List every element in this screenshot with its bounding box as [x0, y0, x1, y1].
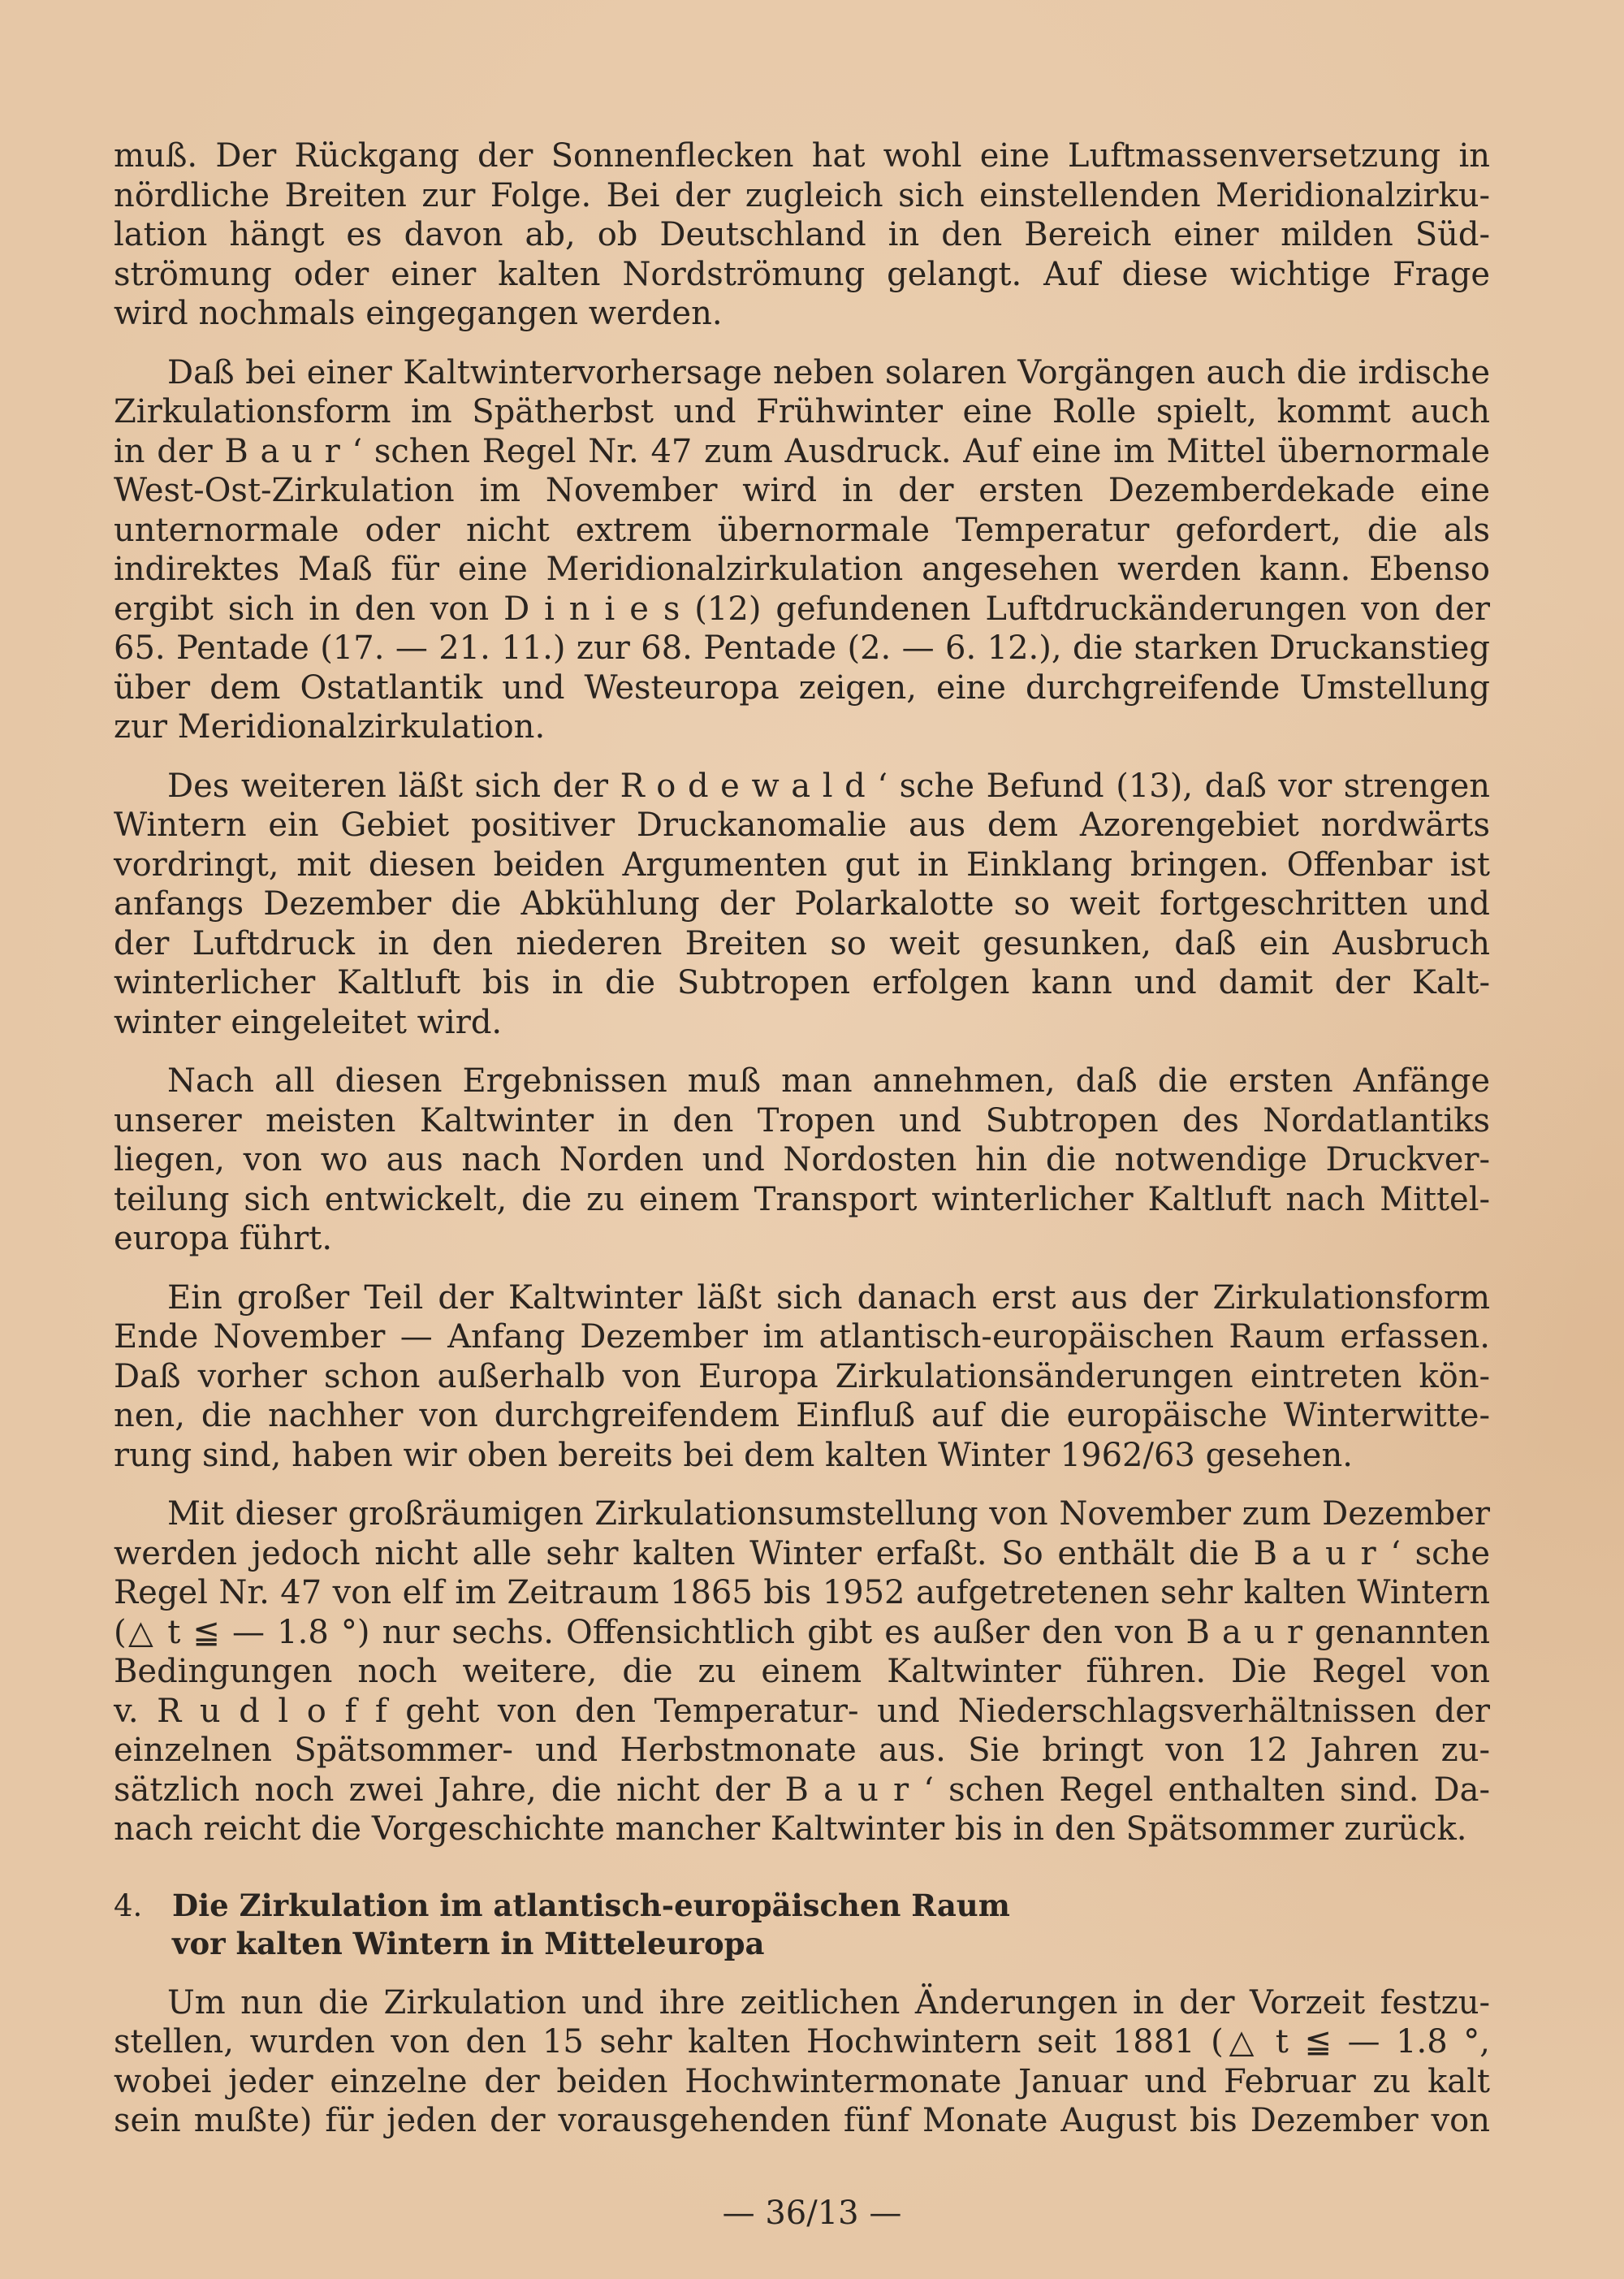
text-line: winterlicher Kaltluft bis in die Subtropen erfolgen kann und damit der Kalt- — [114, 964, 1490, 1001]
text-line: Zirkulationsform im Spätherbst und Frühwinter eine Rolle spielt, kommt auch — [114, 393, 1490, 430]
text-line: stellen, wurden von den 15 sehr kalten Hochwintern seit 1881 (△ t ≦ — 1.8 °, — [114, 2023, 1490, 2061]
text-line: sätzlich noch zwei Jahre, die nicht der B a u r ‘ schen Regel enthalten sind. Da- — [114, 1771, 1490, 1809]
text-line: nach reicht die Vorgeschichte mancher Kaltwinter bis in den Spätsommer zurück. — [114, 1810, 1467, 1848]
paragraph-4 — [114, 1062, 1490, 1259]
text-line: 65. Pentade (17. — 21. 11.) zur 68. Pentade (2. — 6. 12.), die starken Druckanstieg — [114, 629, 1490, 667]
text-line: Daß bei einer Kaltwintervorhersage neben solaren Vorgängen auch die irdische — [167, 353, 1490, 391]
text-line: Wintern ein Gebiet positiver Druckanomalie aus dem Azorengebiet nordwärts — [114, 807, 1490, 844]
text-line: v. R u d l o f f geht von den Temperatur- und Niederschlagsverhältnissen der — [114, 1692, 1490, 1730]
text-line: lation hängt es davon ab, ob Deutschland in den Bereich einer milden Süd- — [114, 216, 1490, 253]
text-body — [114, 136, 1490, 2160]
section-number: 4. — [114, 1888, 143, 1923]
text-line: wird nochmals eingegangen werden. — [114, 295, 723, 332]
text-line: werden jedoch nicht alle sehr kalten Winter erfaßt. So enthält die B a u r ‘ sche — [114, 1534, 1490, 1572]
text-line: rung sind, haben wir oben bereits bei dem kalten Winter 1962/63 gesehen. — [114, 1436, 1353, 1474]
text-line: zur Meridionalzirkulation. — [114, 708, 546, 746]
text-line: Nach all diesen Ergebnissen muß man annehmen, daß die ersten Anfänge — [167, 1062, 1490, 1100]
text-line: Um nun die Zirkulation und ihre zeitlichen Änderungen in der Vorzeit festzu- — [167, 1983, 1490, 2022]
paragraph-3 — [114, 767, 1490, 1043]
section-heading — [114, 1887, 1490, 1962]
text-line: anfangs Dezember die Abkühlung der Polarkalotte so weit fortgeschritten und — [114, 885, 1490, 923]
text-line: Ende November — Anfang Dezember im atlantisch-europäischen Raum erfassen. — [114, 1318, 1490, 1356]
text-line: nen, die nachher von durchgreifendem Einfluß auf die europäische Winterwitte- — [114, 1397, 1490, 1434]
text-line: Ein großer Teil der Kaltwinter läßt sich danach erst aus der Zirkulationsform — [167, 1278, 1490, 1317]
text-line: nördliche Breiten zur Folge. Bei der zugleich sich einstellenden Meridionalzirku- — [114, 176, 1490, 214]
text-line: (△ t ≦ — 1.8 °) nur sechs. Offensichtlich gibt es außer den von B a u r genannten — [114, 1613, 1490, 1651]
text-line: West-Ost-Zirkulation im November wird in der ersten Dezemberdekade eine — [114, 472, 1490, 509]
paragraph-6 — [114, 1494, 1490, 1849]
text-line: europa führt. — [114, 1220, 333, 1257]
text-line: Bedingungen noch weitere, die zu einem Kaltwinter führen. Die Regel von — [114, 1653, 1490, 1690]
text-line: unternormale oder nicht extrem übernormale Temperatur gefordert, die als — [114, 511, 1490, 549]
text-line: Mit dieser großräumigen Zirkulationsumstellung von November zum Dezember — [167, 1495, 1490, 1533]
text-line: einzelnen Spätsommer- und Herbstmonate aus. Sie bringt von 12 Jahren zu- — [114, 1732, 1490, 1769]
paragraph-5 — [114, 1278, 1490, 1476]
text-line: vordringt, mit diesen beiden Argumenten gut in Einklang bringen. Offenbar ist — [114, 845, 1490, 884]
text-line: muß. Der Rückgang der Sonnenflecken hat wohl eine Luftmassenversetzung in — [114, 137, 1490, 175]
text-line: indirektes Maß für eine Meridionalzirkulation angesehen werden kann. Ebenso — [114, 551, 1490, 588]
text-line: sein mußte) für jeden der vorausgehenden fünf Monate August bis Dezember von — [114, 2102, 1490, 2139]
text-line: Des weiteren läßt sich der R o d e w a l d ‘ sche Befund (13), daß vor strengen — [167, 767, 1490, 805]
text-line: in der B a u r ‘ schen Regel Nr. 47 zum Ausdruck. Auf eine im Mittel übernormale — [114, 432, 1490, 470]
text-line: Regel Nr. 47 von elf im Zeitraum 1865 bis 1952 aufgetretenen sehr kalten Wintern — [114, 1574, 1490, 1611]
text-line: winter eingeleitet wird. — [114, 1003, 503, 1041]
section-title-line-2: vor kalten Wintern in Mitteleuropa — [172, 1925, 765, 1961]
paragraph-2 — [114, 353, 1490, 747]
text-line: ergibt sich in den von D i n i e s (12) gefundenen Luftdruckänderungen von der — [114, 590, 1490, 628]
paragraph-7 — [114, 1983, 1490, 2141]
paragraph-1 — [114, 136, 1490, 334]
text-line: teilung sich entwickelt, die zu einem Transport winterlicher Kaltluft nach Mittel- — [114, 1180, 1490, 1218]
text-line: liegen, von wo aus nach Norden und Nordosten hin die notwendige Druckver- — [114, 1141, 1490, 1178]
section-title-line-1: Die Zirkulation im atlantisch-europäischen Raum — [172, 1887, 1010, 1923]
page-number: — 36/13 — — [722, 2195, 902, 2232]
text-line: wobei jeder einzelne der beiden Hochwintermonate Januar und Februar zu kalt — [114, 2062, 1490, 2100]
text-line: über dem Ostatlantik und Westeuropa zeigen, eine durchgreifende Umstellung — [114, 668, 1490, 707]
text-line: der Luftdruck in den niederen Breiten so weit gesunken, daß ein Ausbruch — [114, 924, 1490, 962]
text-line: strömung oder einer kalten Nordströmung gelangt. Auf diese wichtige Frage — [114, 255, 1490, 293]
text-line: unserer meisten Kaltwinter in den Tropen und Subtropen des Nordatlantiks — [114, 1101, 1490, 1140]
text-line: Daß vorher schon außerhalb von Europa Zirkulationsänderungen eintreten kön- — [114, 1357, 1490, 1395]
